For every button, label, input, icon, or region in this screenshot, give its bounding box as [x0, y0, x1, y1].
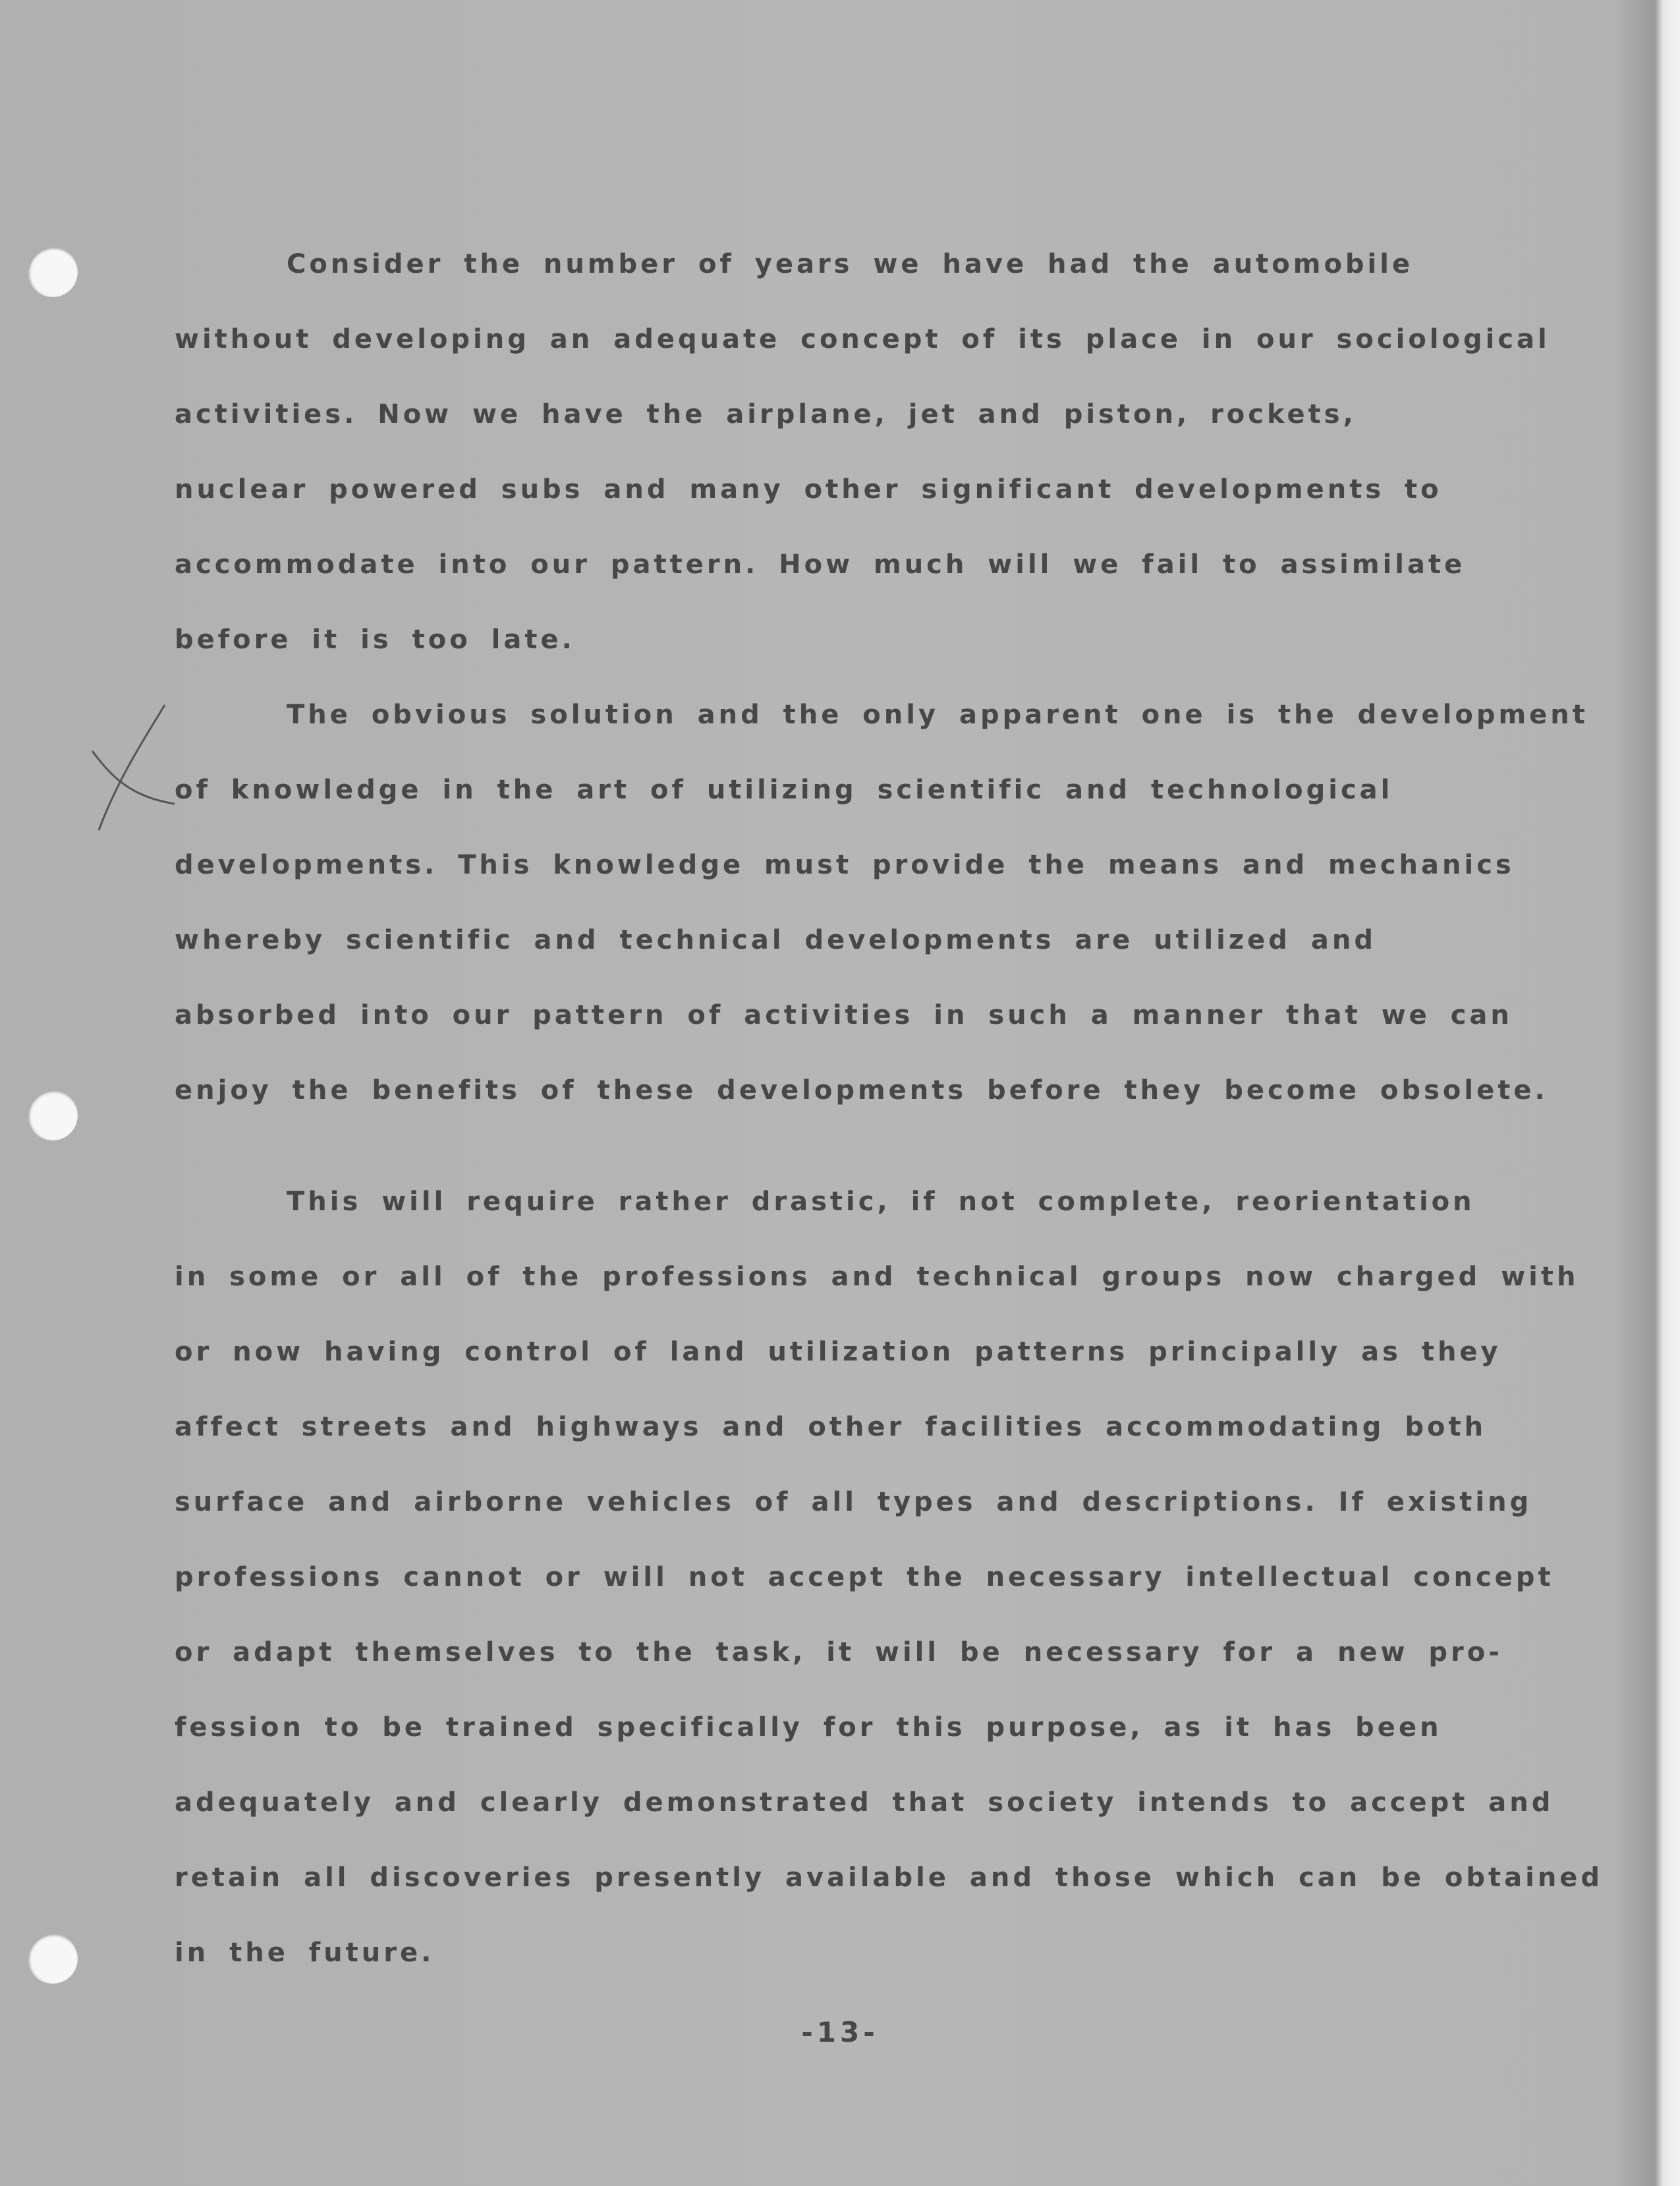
handwritten-x-mark: [79, 698, 184, 837]
text-line: adequately and clearly demonstrated that society intends to accept and: [175, 1787, 1554, 1818]
punch-hole: [28, 1934, 78, 1984]
page-number: -13-: [801, 2016, 879, 2048]
paragraph: [175, 227, 1624, 677]
text-line: enjoy the benefits of these developments before they become obsolete.: [175, 1075, 1548, 1106]
punch-hole: [28, 247, 78, 297]
text-line: developments. This knowledge must provide the means and mechanics: [175, 850, 1515, 880]
text-line: activities. Now we have the airplane, jet and piston, rockets,: [175, 399, 1357, 430]
paragraph: [175, 1164, 1624, 1990]
text-line: This will require rather drastic, if not complete, reorientation: [287, 1187, 1475, 1217]
paragraph: [175, 677, 1624, 1128]
text-line: nuclear powered subs and many other significant developments to: [175, 474, 1442, 505]
text-line: Consider the number of years we have had the automobile: [287, 249, 1414, 279]
text-line: of knowledge in the art of utilizing scientific and technological: [175, 775, 1393, 805]
text-line: whereby scientific and technical developments are utilized and: [175, 925, 1376, 955]
text-line: The obvious solution and the only apparent one is the development: [287, 700, 1588, 730]
text-line: before it is too late.: [175, 625, 575, 655]
text-line: or adapt themselves to the task, it will be necessary for a new pro-: [175, 1637, 1503, 1668]
text-line: surface and airborne vehicles of all types and descriptions. If existing: [175, 1487, 1532, 1517]
text-line: affect streets and highways and other facilities accommodating both: [175, 1412, 1487, 1442]
text-line: professions cannot or will not accept the necessary intellectual concept: [175, 1562, 1554, 1592]
text-line: without developing an adequate concept of its place in our sociological: [175, 324, 1550, 354]
text-line: or now having control of land utilization patterns principally as they: [175, 1337, 1501, 1367]
text-line: accommodate into our pattern. How much will we fail to assimilate: [175, 549, 1466, 580]
punch-hole: [28, 1090, 78, 1140]
text-line: retain all discoveries presently available and those which can be obtained: [175, 1863, 1604, 1893]
text-line: in the future.: [175, 1938, 435, 1968]
text-line: in some or all of the professions and technical groups now charged with: [175, 1262, 1579, 1292]
text-line: absorbed into our pattern of activities in such a manner that we can: [175, 1000, 1513, 1030]
body-text: [175, 227, 1624, 1990]
text-line: fession to be trained specifically for this purpose, as it has been: [175, 1712, 1442, 1743]
